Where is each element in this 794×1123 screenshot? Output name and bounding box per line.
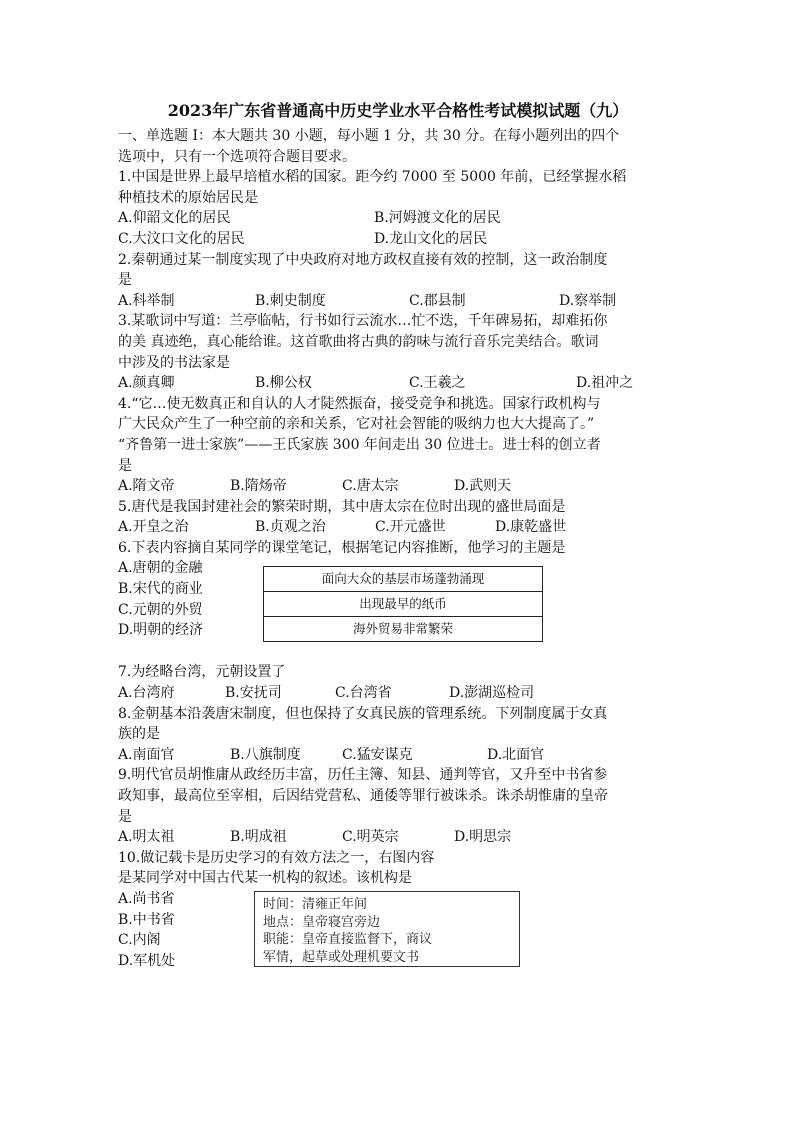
option-d[interactable]: D.澎湖巡检司: [449, 685, 535, 702]
question-9: [118, 765, 678, 847]
question-stem: 2.秦朝通过某一制度实现了中央政府对地方政权直接有效的控制，这一政治制度: [118, 251, 608, 268]
option-d[interactable]: D.明朝的经济: [118, 622, 204, 639]
option-b[interactable]: B.八旗制度: [230, 746, 301, 763]
option-d[interactable]: D.祖冲之: [576, 375, 634, 392]
option-c[interactable]: C.明英宗: [342, 829, 399, 846]
record-card: [254, 891, 520, 967]
question-stem: 9.明代官员胡惟庸从政经历丰富，历任主簿、知县、通判等官，又升至中书省参: [118, 767, 608, 784]
question-stem: 是: [118, 457, 132, 474]
option-d[interactable]: D.明思宗: [454, 829, 512, 846]
question-stem: 种植技术的原始居民是: [118, 189, 258, 206]
option-d[interactable]: D.察举制: [559, 292, 617, 309]
question-5: [118, 497, 678, 538]
question-stem: “齐鲁第一进士家族”——王氏家族 300 年间走出 30 位进士。进士科的创立者: [118, 436, 601, 453]
option-a[interactable]: A.颜真卿: [118, 375, 175, 392]
option-b[interactable]: B.中书省: [118, 911, 175, 928]
option-list: [118, 558, 203, 640]
question-stem: 5.唐代是我国封建社会的繁荣时期，其中唐太宗在位时出现的盛世局面是: [118, 498, 566, 515]
option-a[interactable]: A.南面官: [118, 746, 175, 763]
exam-page: [118, 100, 678, 973]
option-c[interactable]: C.唐太宗: [342, 478, 399, 495]
card-line: 军情，起草或处理机要文书: [263, 949, 420, 965]
option-b[interactable]: B.安抚司: [225, 685, 282, 702]
question-stem: 中涉及的书法家是: [118, 354, 230, 371]
card-line: 地点：皇帝寝宫旁边: [263, 914, 381, 930]
option-a[interactable]: A.尚书省: [118, 891, 175, 907]
question-stem: 族的是: [118, 726, 160, 743]
option-b[interactable]: B.明成祖: [230, 829, 287, 846]
question-stem: 是: [118, 808, 132, 825]
option-a[interactable]: A.台湾府: [118, 685, 175, 702]
table-row: 出现最早的纸币: [264, 592, 542, 617]
notes-table: [263, 566, 543, 642]
section-instructions: [118, 126, 678, 167]
option-b[interactable]: B.柳公权: [255, 375, 312, 392]
option-d[interactable]: D.军机处: [118, 952, 176, 969]
question-stem: 是某同学对中国古代某一机构的叙述。该机构是: [118, 870, 412, 887]
question-stem: 4.“它…使无数真正和自认的人才陡然振奋，接受竞争和挑选。国家行政机构与: [118, 395, 601, 412]
question-stem: 的美 真迹绝，真心能给谁。这首歌曲将古典的韵味与流行音乐完美结合。歌词: [118, 333, 599, 350]
option-c[interactable]: C.开元盛世: [375, 519, 446, 536]
question-stem: 6.下表内容摘自某同学的课堂笔记，根据笔记内容推断，他学习的主题是: [118, 539, 566, 556]
card-line: 职能：皇帝直接监督下，商议: [263, 932, 433, 947]
question-stem: 是: [118, 272, 132, 289]
option-d[interactable]: D.北面官: [487, 746, 545, 763]
question-2: [118, 250, 678, 312]
instruction-line: 一、单选题 I：本大题共 30 小题，每小题 1 分，共 30 分。在每小题列出的四个: [118, 128, 620, 144]
question-3: [118, 311, 678, 393]
question-stem: 10.做记载卡是历史学习的有效方法之一，右图内容: [118, 849, 435, 866]
question-stem: 政知事，最高位至宰相，后因结党营私、通倭等罪行被诛杀。诛杀胡惟庸的皇帝: [118, 788, 608, 805]
question-6: [118, 538, 678, 663]
option-c[interactable]: C.台湾省: [335, 685, 392, 702]
option-d[interactable]: D.武则天: [454, 478, 512, 495]
option-b[interactable]: B.刺史制度: [255, 292, 326, 309]
option-b[interactable]: B.河姆渡文化的居民: [374, 210, 501, 227]
question-stem: 广大民众产生了一种空前的亲和关系，它对社会智能的吸纳力也大大提高了。”: [118, 416, 595, 433]
table-row: 面向大众的基层市场蓬勃涌现: [264, 567, 542, 592]
question-4: [118, 394, 678, 497]
option-d[interactable]: D.康乾盛世: [495, 519, 567, 536]
option-b[interactable]: B.隋炀帝: [230, 478, 287, 495]
option-b[interactable]: B.宋代的商业: [118, 581, 203, 598]
table-row: 海外贸易非常繁荣: [352, 621, 453, 637]
option-c[interactable]: C.王羲之: [409, 375, 466, 392]
option-c[interactable]: C.猛安谋克: [342, 746, 413, 763]
question-1: [118, 167, 678, 249]
option-a[interactable]: A.开皇之治: [118, 519, 189, 536]
option-a[interactable]: A.明太祖: [118, 829, 175, 846]
option-a[interactable]: A.唐朝的金融: [118, 560, 203, 577]
question-stem: 7.为经略台湾，元朝设置了: [118, 664, 286, 681]
question-stem: 8.金朝基本沿袭唐宋制度，但也保持了女真民族的管理系统。下列制度属于女真: [118, 705, 608, 722]
option-c[interactable]: C.大汶口文化的居民: [118, 230, 245, 247]
question-10: [118, 848, 678, 973]
option-list: [118, 889, 175, 971]
instruction-line: 选项中，只有一个选项符合题目要求。: [118, 148, 356, 165]
option-c[interactable]: C.内阁: [118, 932, 161, 949]
question-stem: 1.中国是世界上最早培植水稻的国家。距今约 7000 至 5000 年前，已经掌握水稻: [118, 169, 627, 186]
question-7: [118, 662, 678, 703]
option-d[interactable]: D.龙山文化的居民: [374, 230, 488, 247]
option-c[interactable]: C.郡县制: [409, 292, 466, 309]
option-a[interactable]: A.科举制: [118, 292, 175, 309]
option-a[interactable]: A.隋文帝: [118, 478, 175, 495]
card-line: 时间：清雍正年间: [263, 897, 368, 912]
question-stem: 3.某歌词中写道：兰亭临帖，行书如行云流水…忙不迭，千年碑易拓，却难拓你: [118, 313, 608, 330]
option-b[interactable]: B.贞观之治: [255, 519, 326, 536]
page-title: 2023年广东省普通高中历史学业水平合格性考试模拟试题（九）: [167, 101, 629, 120]
question-8: [118, 704, 678, 766]
option-a[interactable]: A.仰韶文化的居民: [118, 210, 231, 227]
option-c[interactable]: C.元朝的外贸: [118, 601, 203, 618]
